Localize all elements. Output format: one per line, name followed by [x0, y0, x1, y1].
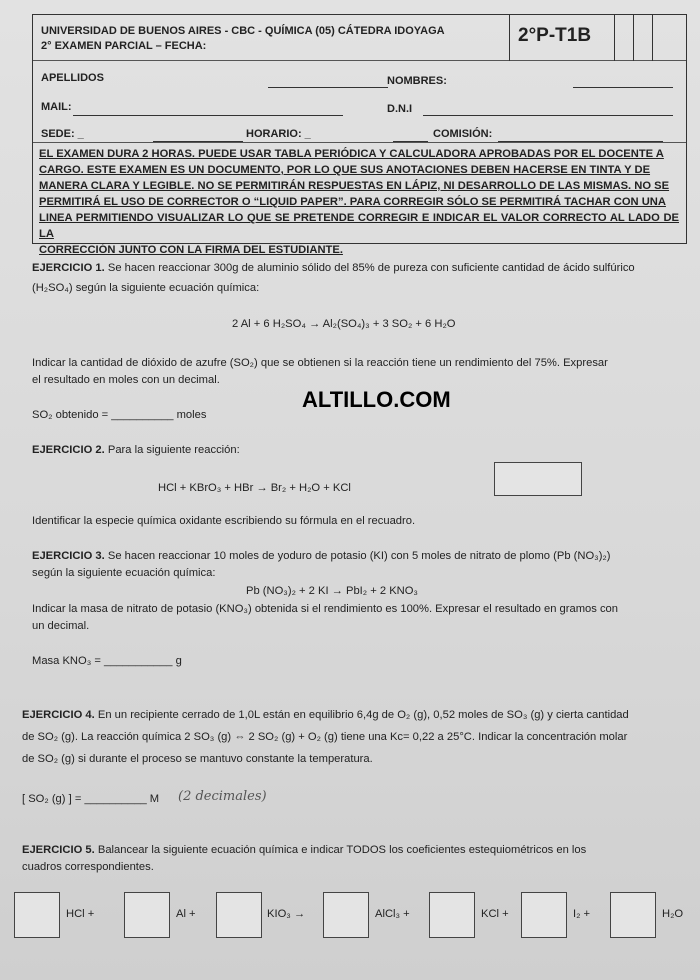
- ex2-answer-box[interactable]: [494, 462, 582, 496]
- term-kio3: KIO₃ →: [267, 908, 306, 920]
- horario-field[interactable]: [393, 141, 428, 142]
- ex4-line2: de SO₂ (g). La reacción química 2 SO₃ (g) ⇔ 2 SO₂ (g) + O₂ (g) tiene una Kc= 0,22 a 25°C. Indicar la concentración molar: [22, 731, 628, 743]
- nombres-label: NOMBRES:: [387, 75, 447, 87]
- rules-line: CORRECCIÓN JUNTO CON LA FIRMA DEL ESTUDIANTE.: [39, 244, 343, 256]
- mail-field[interactable]: [73, 115, 343, 116]
- dni-label: D.N.I: [387, 103, 413, 115]
- term-alcl3: AlCl₃ +: [375, 908, 410, 920]
- ex3-answer-field[interactable]: Masa KNO₃ = ___________ g: [32, 655, 182, 667]
- coef-box-kio3[interactable]: [216, 892, 262, 938]
- coef-box-i2[interactable]: [521, 892, 567, 938]
- term-hcl: HCl +: [66, 908, 95, 920]
- ex3-title: EJERCICIO 3.: [32, 550, 105, 562]
- exam-code: 2°P-T1B: [518, 25, 592, 46]
- coef-box-hcl[interactable]: [14, 892, 60, 938]
- mail-label: MAIL:: [41, 101, 72, 113]
- term-kcl: KCl +: [481, 908, 509, 920]
- header-title-row: [33, 15, 686, 61]
- ex3-line1: EJERCICIO 3. Se hacen reaccionar 10 moles de yoduro de potasio (KI) con 5 moles de nitrato de plomo (Pb (NO₃)₂): [32, 550, 611, 562]
- ex4-title: EJERCICIO 4.: [22, 709, 95, 721]
- exam-rules: [39, 146, 679, 258]
- ex2-line2: Identificar la especie química oxidante escribiendo su fórmula en el recuadro.: [32, 515, 416, 527]
- ex1-line1: EJERCICIO 1. Se hacen reaccionar 300g de aluminio sólido del 85% de pureza con suficiente cantidad de ácido sulfúrico: [32, 262, 635, 274]
- ex1-title: EJERCICIO 1.: [32, 262, 105, 274]
- ex5-line2: cuadros correspondientes.: [22, 861, 154, 873]
- dni-field[interactable]: [423, 115, 673, 116]
- exam-header: [32, 14, 687, 256]
- term-al: Al +: [176, 908, 196, 920]
- apellidos-field[interactable]: [268, 87, 388, 88]
- ex2-equation: HCl + KBrO₃ + HBr → Br₂ + H₂O + KCl: [158, 482, 351, 494]
- rules-line: PERMITIRÁ EL USO DE CORRECTOR O “LIQUID PAPER”. PARA CORREGIR SÓLO SE PERMITIRÁ TACHAR CON UNA: [39, 196, 666, 208]
- code-cell: [652, 15, 670, 61]
- comision-field[interactable]: [498, 141, 663, 142]
- ex4-line3: de SO₂ (g) si durante el proceso se mantuvo constante la temperatura.: [22, 753, 373, 765]
- ex4-handwritten-note: (2 decimales): [178, 789, 267, 804]
- term-i2: I₂ +: [573, 908, 591, 920]
- ex3-equation: Pb (NO₃)₂ + 2 KI → PbI₂ + 2 KNO₃: [246, 585, 418, 597]
- ex5-line1: EJERCICIO 5. Balancear la siguiente ecuación química e indicar TODOS los coeficientes estequiométricos en los: [22, 844, 587, 856]
- ex1-answer-field[interactable]: SO₂ obtenido = __________ moles: [32, 409, 207, 421]
- ex4-answer-field[interactable]: [ SO₂ (g) ] = __________ M: [22, 793, 160, 805]
- coef-box-kcl[interactable]: [429, 892, 475, 938]
- ex3-line3: Indicar la masa de nitrato de potasio (KNO₃) obtenida si el rendimiento es 100%. Expresar el resultado en gramos con: [32, 603, 618, 615]
- coef-box-al[interactable]: [124, 892, 170, 938]
- code-cell: [614, 15, 632, 61]
- code-cell: [633, 15, 651, 61]
- ex3-line4: un decimal.: [32, 620, 90, 632]
- exam-code-box: [509, 15, 689, 61]
- horario-label: HORARIO: _: [246, 128, 311, 140]
- rules-line: LINEA PERMITIENDO VISUALIZAR LO QUE SE PRETENDE CORREGIR E INDICAR EL VALOR CORRECTO AL LADO DE LA: [39, 212, 679, 240]
- ex2-line1: EJERCICIO 2. Para la siguiente reacción:: [32, 444, 240, 456]
- exam-date-label: 2° EXAMEN PARCIAL – FECHA:: [41, 40, 207, 52]
- ex4-line1: EJERCICIO 4. En un recipiente cerrado de 1,0L están en equilibrio 6,4g de O₂ (g), 0,52 moles de SO₃ (g) y cierta cantidad: [22, 709, 629, 721]
- ex2-title: EJERCICIO 2.: [32, 444, 105, 456]
- ex5-title: EJERCICIO 5.: [22, 844, 95, 856]
- ex1-line3: Indicar la cantidad de dióxido de azufre (SO₂) que se obtienen si la reacción tiene un rendimiento del 75%. Expresar: [32, 357, 608, 369]
- ex1-line4: el resultado en moles con un decimal.: [32, 374, 220, 386]
- coef-box-alcl3[interactable]: [323, 892, 369, 938]
- ex1-equation: 2 Al + 6 H₂SO₄ → Al₂(SO₄)₃ + 3 SO₂ + 6 H₂O: [232, 318, 456, 330]
- nombres-field[interactable]: [573, 87, 673, 88]
- ex3-line2: según la siguiente ecuación química:: [32, 567, 216, 579]
- student-data-rows: [33, 61, 686, 143]
- rules-line: MANERA CLARA Y LEGIBLE. NO SE PERMITIRÁN RESPUESTAS EN LÁPIZ, NI DESARROLLO DE LAS MISMAS. NO SE: [39, 180, 670, 192]
- rules-line: EL EXAMEN DURA 2 HORAS. PUEDE USAR TABLA PERIÓDICA Y CALCULADORA APROBADAS POR EL DOCENTE A: [39, 148, 664, 160]
- university-title: UNIVERSIDAD DE BUENOS AIRES - CBC - QUÍMICA (05) CÁTEDRA IDOYAGA: [41, 25, 445, 37]
- comision-label: COMISIÓN:: [433, 128, 493, 140]
- watermark: ALTILLO.COM: [302, 387, 451, 412]
- apellidos-label: APELLIDOS: [41, 72, 104, 84]
- coef-box-h2o[interactable]: [610, 892, 656, 938]
- rules-line: CARGO. ESTE EXAMEN ES UN DOCUMENTO, POR LO QUE SUS ANOTACIONES DEBEN HACERSE EN TINTA Y DE: [39, 164, 651, 176]
- sede-field[interactable]: [153, 141, 243, 142]
- sede-label: SEDE: _: [41, 128, 84, 140]
- term-h2o: H₂O: [662, 908, 684, 920]
- ex1-line2: (H₂SO₄) según la siguiente ecuación química:: [32, 282, 260, 294]
